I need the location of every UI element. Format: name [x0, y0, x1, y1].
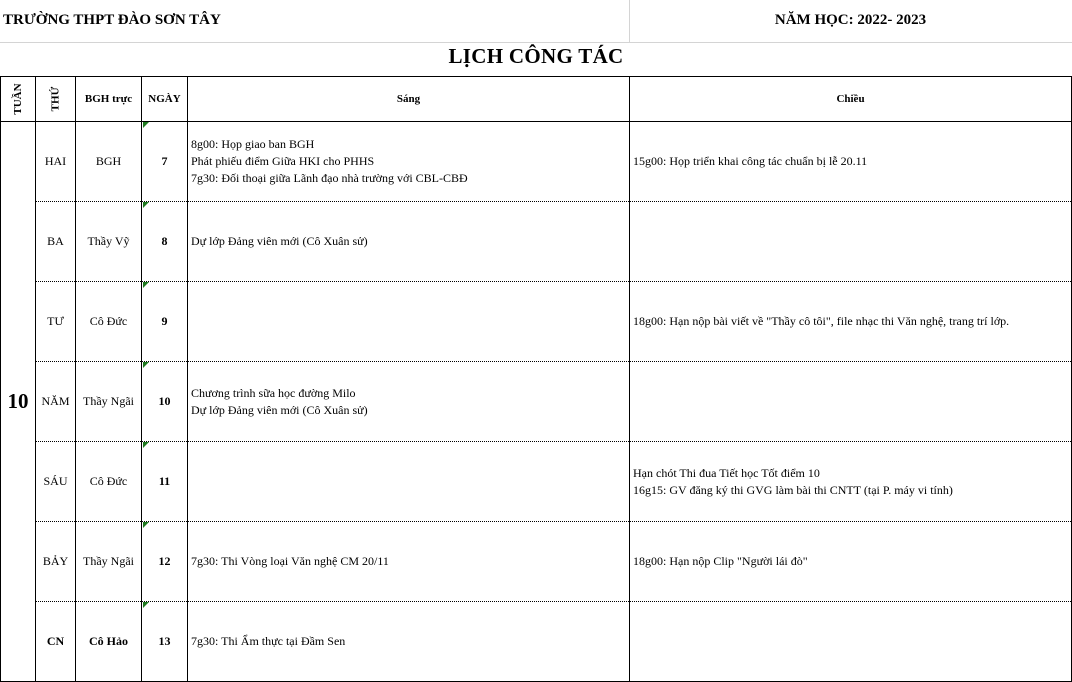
date-number: 8	[161, 234, 168, 248]
duty-manager: Thầy Vỹ	[76, 202, 142, 282]
day-of-week: BA	[36, 202, 76, 282]
date-number: 7	[161, 154, 168, 168]
duty-manager: Thầy Ngãi	[76, 362, 142, 442]
date-cell	[142, 202, 188, 282]
sang-entry: Phát phiếu điểm Giữa HKI cho PHHS	[191, 154, 375, 168]
date-cell	[142, 522, 188, 602]
sang-cell	[188, 282, 630, 362]
cell-comment-marker	[143, 442, 149, 448]
date-cell	[142, 602, 188, 682]
cell-comment-marker	[143, 202, 149, 208]
table-row	[1, 522, 1072, 602]
duty-manager: Thầy Ngãi	[76, 522, 142, 602]
date-number: 9	[161, 314, 168, 328]
duty-manager: Cô Đức	[76, 442, 142, 522]
day-of-week: BẢY	[36, 522, 76, 602]
chieu-entry: 15g00: Họp triển khai công tác chuẩn bị lễ 20.11	[633, 154, 868, 168]
day-of-week: NĂM	[36, 362, 76, 442]
header-row	[1, 77, 1072, 122]
schedule-table	[0, 76, 1072, 682]
sang-cell	[188, 202, 630, 282]
sang-cell	[188, 522, 630, 602]
col-header-bgh: BGH trực	[76, 77, 142, 122]
sang-entry: 7g30: Đối thoại giữa Lãnh đạo nhà trường với CBL-CBĐ	[191, 171, 468, 185]
chieu-cell	[630, 202, 1072, 282]
duty-manager: BGH	[76, 122, 142, 202]
sang-entry: Dự lớp Đảng viên mới (Cô Xuân sử)	[191, 234, 368, 248]
date-number: 12	[158, 554, 171, 568]
date-number: 10	[158, 394, 171, 408]
day-of-week: HAI	[36, 122, 76, 202]
duty-manager: Cô Hảo	[76, 602, 142, 682]
cell-comment-marker	[143, 602, 149, 608]
sang-entry: Dự lớp Đảng viên mới (Cô Xuân sử)	[191, 402, 368, 417]
sang-entry: 7g30: Thi Ẩm thực tại Đầm Sen	[191, 634, 346, 648]
col-header-chieu: Chiều	[630, 77, 1072, 122]
top-header	[0, 0, 1072, 43]
page-title: LỊCH CÔNG TÁC	[448, 44, 624, 68]
table-row	[1, 442, 1072, 522]
chieu-cell	[630, 602, 1072, 682]
sang-cell	[188, 602, 630, 682]
cell-comment-marker	[143, 522, 149, 528]
cell-comment-marker	[143, 282, 149, 288]
cell-comment-marker	[143, 362, 149, 368]
table-row	[1, 602, 1072, 682]
sang-cell	[188, 122, 630, 202]
date-cell	[142, 282, 188, 362]
day-of-week: SÁU	[36, 442, 76, 522]
sang-entry: 8g00: Họp giao ban BGH	[191, 137, 315, 151]
col-header-sang: Sáng	[188, 77, 630, 122]
sang-cell	[188, 362, 630, 442]
day-of-week: TƯ	[36, 282, 76, 362]
table-row	[1, 122, 1072, 202]
date-cell	[142, 122, 188, 202]
date-cell	[142, 442, 188, 522]
date-cell	[142, 362, 188, 442]
table-row	[1, 202, 1072, 282]
chieu-entry: 16g15: GV đăng ký thi GVG làm bài thi CNTT (tại P. máy vi tính)	[633, 482, 953, 497]
date-number: 13	[158, 634, 171, 648]
chieu-cell	[630, 122, 1072, 202]
school-year: NĂM HỌC: 2022- 2023	[774, 12, 927, 28]
chieu-cell	[630, 522, 1072, 602]
chieu-entry: 18g00: Hạn nộp bài viết về "Thầy cô tôi", file nhạc thi Văn nghệ, trang trí lớp.	[633, 314, 1010, 328]
chieu-cell	[630, 442, 1072, 522]
chieu-entry: 18g00: Hạn nộp Clip "Người lái đò"	[633, 554, 808, 568]
chieu-cell	[630, 282, 1072, 362]
table-row	[1, 282, 1072, 362]
col-header-tuan: TUẦN	[1, 77, 36, 122]
school-name: TRƯỜNG THPT ĐÀO SƠN TÂY	[3, 12, 221, 28]
day-of-week: CN	[36, 602, 76, 682]
date-number: 11	[158, 474, 171, 488]
duty-manager: Cô Đức	[76, 282, 142, 362]
table-row	[1, 362, 1072, 442]
cell-comment-marker	[143, 122, 149, 128]
col-header-thu: THỨ	[36, 77, 76, 122]
week-number: 10	[1, 122, 36, 682]
chieu-cell	[630, 362, 1072, 442]
sang-entry: 7g30: Thi Vòng loại Văn nghệ CM 20/11	[191, 554, 389, 568]
col-header-ngay: NGÀY	[142, 77, 188, 122]
sang-cell	[188, 442, 630, 522]
sang-entry: Chương trình sữa học đường Milo	[191, 385, 356, 400]
chieu-entry: Hạn chót Thi đua Tiết học Tốt điểm 10	[633, 465, 820, 480]
